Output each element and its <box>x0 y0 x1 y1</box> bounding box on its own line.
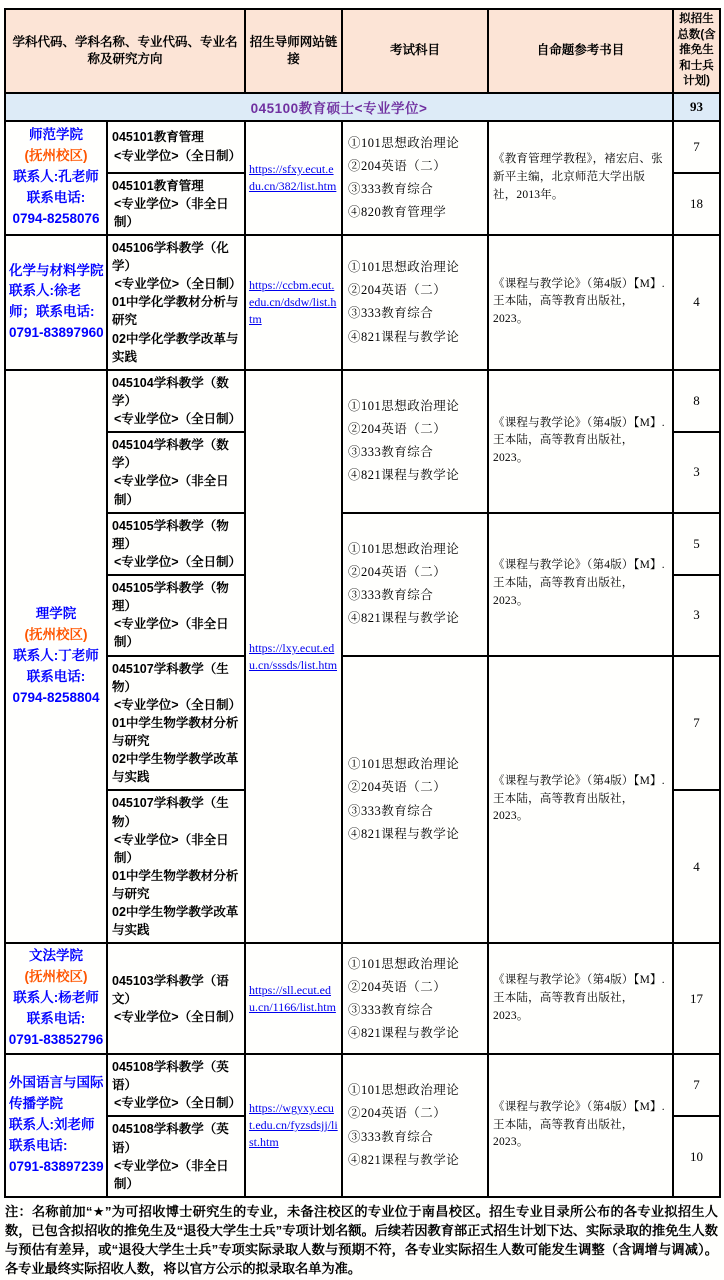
college-contact: 联系人:孔老师 <box>13 169 99 185</box>
college-phone-label: 联系电话: <box>26 669 86 685</box>
college-cell-wenfa <box>5 943 107 1054</box>
exam-subject: ②204英语（二） <box>348 979 447 994</box>
reference-books-cell: 《课程与教学论》（第4版）【M】.王本陆，高等教育出版社，2023。 <box>488 235 673 370</box>
supervisor-link-cell <box>245 121 342 235</box>
college-contact: 联系人:杨老师 <box>13 990 99 1006</box>
major-cell <box>107 121 245 173</box>
major-degree-type: <专业学位>（全日制） <box>114 412 242 427</box>
exam-subject: ④821课程与教学论 <box>348 1152 460 1167</box>
college-phone: 0791-83852796 <box>8 1032 104 1048</box>
enrollment-count: 7 <box>673 1054 720 1116</box>
supervisor-link[interactable]: https://sfxy.ecut.edu.cn/382/list.htm <box>249 161 337 193</box>
header-enrollment-total: 拟招生总数(含推免生和士兵计划) <box>673 9 720 93</box>
enrollment-count: 4 <box>673 790 720 943</box>
major-cell <box>107 513 245 575</box>
exam-subject: ③333教育综合 <box>348 445 434 460</box>
header-row <box>5 9 720 93</box>
college-phone: 0794-8258804 <box>12 690 100 706</box>
reference-books-cell: 《课程与教学论》（第4版）【M】.王本陆，高等教育出版社，2023。 <box>488 656 673 944</box>
table-row <box>5 121 720 173</box>
supervisor-link-cell <box>245 1054 342 1197</box>
major-cell <box>107 575 245 656</box>
supervisor-link[interactable]: https://lxy.ecut.edu.cn/sssds/list.htm <box>249 640 338 672</box>
college-contact: 联系人:丁老师 <box>13 648 99 664</box>
college-cell-lixue <box>5 370 107 944</box>
research-direction: 01中学生物学教材分析与研究 <box>112 715 239 749</box>
enrollment-count: 3 <box>673 575 720 656</box>
exam-subject: ②204英语（二） <box>348 780 447 795</box>
major-degree-type: <专业学位>（非全日制） <box>114 1158 229 1191</box>
exam-subjects-cell <box>342 235 488 370</box>
college-contact: 联系人:徐老师；联系电话: 0791-83897960 <box>9 283 104 341</box>
table-row <box>5 656 720 791</box>
exam-subjects-cell <box>342 370 488 513</box>
header-exam-subjects: 考试科目 <box>342 9 488 93</box>
college-name: 化学与材料学院 <box>9 262 104 278</box>
major-code-name: 045101教育管理 <box>112 178 204 193</box>
exam-subject: ①101思想政治理论 <box>348 399 460 414</box>
enrollment-count: 10 <box>673 1116 720 1197</box>
college-campus: (抚州校区) <box>24 627 88 643</box>
major-cell <box>107 943 245 1054</box>
major-degree-type: <专业学位>（全日制） <box>114 148 242 163</box>
major-code-name: 045107学科教学（生物） <box>112 661 229 694</box>
major-code-name: 045106学科教学（化学） <box>112 240 229 274</box>
exam-subject: ②204英语（二） <box>348 422 447 437</box>
research-direction: 02中学生物学教学改革与实践 <box>112 752 239 785</box>
header-subject: 学科代码、学科名称、专业代码、专业名称及研究方向 <box>5 9 245 93</box>
exam-subject: ①101思想政治理论 <box>348 1083 460 1098</box>
supervisor-link-cell <box>245 370 342 944</box>
reference-books-cell: 《课程与教学论》（第4版）【M】.王本陆，高等教育出版社，2023。 <box>488 513 673 656</box>
exam-subject: ③333教育综合 <box>348 588 434 603</box>
table-row <box>5 943 720 1054</box>
major-degree-type: <专业学位>（全日制） <box>114 554 242 569</box>
exam-subject: ①101思想政治理论 <box>348 956 460 971</box>
category-row <box>5 93 720 121</box>
supervisor-link-cell <box>245 235 342 370</box>
college-phone: 0791-83897239 <box>9 1158 104 1174</box>
exam-subject: ①101思想政治理论 <box>348 541 460 556</box>
exam-subject: ②204英语（二） <box>348 565 447 580</box>
college-phone-label: 联系电话: <box>9 1137 68 1153</box>
exam-subjects-cell <box>342 513 488 656</box>
enrollment-count: 17 <box>673 943 720 1054</box>
major-code-name: 045104学科教学（数学） <box>112 438 229 471</box>
major-degree-type: <专业学位>（全日制） <box>114 1096 242 1111</box>
major-cell <box>107 173 245 235</box>
enrollment-count: 18 <box>673 173 720 235</box>
major-cell <box>107 790 245 943</box>
research-direction: 02中学化学教学改革与实践 <box>112 331 239 364</box>
college-phone: 0794-8258076 <box>12 211 100 227</box>
enrollment-count: 8 <box>673 370 720 432</box>
major-code-name: 045108学科教学（英语） <box>112 1060 229 1093</box>
exam-subjects-cell <box>342 656 488 944</box>
exam-subject: ④821课程与教学论 <box>348 611 460 626</box>
reference-books-cell: 《教育管理学教程》，褚宏启、张新平主编，北京师范大学出版社，2013年。 <box>488 121 673 235</box>
research-direction: 02中学生物学教学改革与实践 <box>112 905 239 938</box>
table-row <box>5 1054 720 1116</box>
college-name: 师范学院 <box>29 127 83 143</box>
exam-subjects-cell <box>342 1054 488 1197</box>
college-campus: (抚州校区) <box>24 148 88 164</box>
enrollment-count: 4 <box>673 235 720 370</box>
exam-subject: ③333教育综合 <box>348 1129 434 1144</box>
major-code-name: 045105学科教学（物理） <box>112 518 229 551</box>
major-code-name: 045105学科教学（物理） <box>112 581 229 614</box>
college-name: 外国语言与国际传播学院 <box>9 1075 104 1112</box>
header-reference-books: 自命题参考书目 <box>488 9 673 93</box>
enrollment-count: 7 <box>673 121 720 173</box>
reference-books-cell: 《课程与教学论》（第4版）【M】.王本陆，高等教育出版社，2023。 <box>488 943 673 1054</box>
exam-subject: ④821课程与教学论 <box>348 329 460 344</box>
research-direction: 01中学化学教材分析与研究 <box>112 295 239 328</box>
major-cell <box>107 235 245 370</box>
major-code-name: 045101教育管理 <box>112 130 204 145</box>
enrollment-count: 3 <box>673 432 720 513</box>
college-contact: 联系人:刘老师 <box>9 1117 95 1133</box>
college-phone-label: 联系电话: <box>26 1011 86 1027</box>
exam-subject: ④821课程与教学论 <box>348 826 460 841</box>
college-cell-shifan <box>5 121 107 235</box>
major-code-name: 045108学科教学（英语） <box>112 1122 229 1155</box>
major-cell <box>107 1116 245 1197</box>
major-code-name: 045104学科教学（数学） <box>112 375 229 408</box>
exam-subject: ①101思想政治理论 <box>348 135 460 150</box>
college-name: 理学院 <box>35 606 77 622</box>
table-row <box>5 513 720 575</box>
major-cell <box>107 656 245 791</box>
major-degree-type: <专业学位>（全日制） <box>114 697 242 712</box>
major-code-name: 045107学科教学（生物） <box>112 796 229 829</box>
major-degree-type: <专业学位>（全日制） <box>114 277 242 292</box>
exam-subject: ④821课程与教学论 <box>348 1025 460 1040</box>
exam-subject: ②204英语（二） <box>348 1106 447 1121</box>
supervisor-link[interactable]: https://sll.ecut.edu.cn/1166/list.htm <box>249 982 336 1014</box>
enrollment-count: 5 <box>673 513 720 575</box>
major-degree-type: <专业学位>（非全日制） <box>114 617 229 650</box>
enrollment-count: 7 <box>673 656 720 791</box>
exam-subjects-cell <box>342 121 488 235</box>
footnote: 注：名称前加“★”为可招收博士研究生的专业，未备注校区的专业位于南昌校区。招生专业目录所公布的各专业拟招生人数，已包含拟招收的推免生及“退役大学生士兵”专项计划名额。后续若因教育部正式招生计划下达、实际录取的推免生人数与预估有差异，或“退役大学生士兵”专项实际录取人数与预期不符，各专业实际招生人数可能发生调整（含调增与调减）。各专业最终实际招收人数，将以官方公示的拟录取名单为准。 <box>5 1203 718 1276</box>
exam-subject: ③333教育综合 <box>348 181 434 196</box>
reference-books-cell: 《课程与教学论》（第4版）【M】.王本陆，高等教育出版社，2023。 <box>488 370 673 513</box>
major-cell <box>107 432 245 513</box>
supervisor-link[interactable]: https://ccbm.ecut.edu.cn/dsdw/list.htm <box>249 278 337 326</box>
major-code-name: 045103学科教学（语文） <box>112 973 229 1006</box>
college-cell-waiyu <box>5 1054 107 1197</box>
college-name: 文法学院 <box>29 948 83 964</box>
category-title: 045100教育硕士<专业学位> <box>5 93 673 121</box>
exam-subject: ①101思想政治理论 <box>348 757 460 772</box>
exam-subject: ③333教育综合 <box>348 803 434 818</box>
major-degree-type: <专业学位>（非全日制） <box>114 196 229 229</box>
exam-subject: ①101思想政治理论 <box>348 260 460 275</box>
college-campus: (抚州校区) <box>24 969 88 985</box>
college-cell-huaxue <box>5 235 107 370</box>
college-phone-label: 联系电话: <box>26 190 86 206</box>
major-cell <box>107 1054 245 1116</box>
exam-subject: ④820教育管理学 <box>348 204 447 219</box>
major-cell <box>107 370 245 432</box>
supervisor-link-cell <box>245 943 342 1054</box>
exam-subject: ④821课程与教学论 <box>348 468 460 483</box>
category-total-count: 93 <box>673 93 720 121</box>
exam-subject: ②204英语（二） <box>348 283 447 298</box>
major-degree-type: <专业学位>（全日制） <box>114 1009 242 1024</box>
table-row <box>5 370 720 432</box>
research-direction: 01中学生物学教材分析与研究 <box>112 868 239 902</box>
reference-books-cell: 《课程与教学论》（第4版）【M】.王本陆，高等教育出版社，2023。 <box>488 1054 673 1197</box>
exam-subject: ③333教育综合 <box>348 306 434 321</box>
exam-subject: ②204英语（二） <box>348 158 447 173</box>
exam-subjects-cell <box>342 943 488 1054</box>
major-degree-type: <专业学位>（非全日制） <box>114 474 229 507</box>
exam-subject: ③333教育综合 <box>348 1002 434 1017</box>
major-degree-type: <专业学位>（非全日制） <box>114 832 229 865</box>
admissions-catalog-table <box>4 8 721 1198</box>
header-supervisor-link: 招生导师网站链接 <box>245 9 342 93</box>
table-row <box>5 235 720 370</box>
supervisor-link[interactable]: https://wgyxy.ecut.edu.cn/fyzsdsjj/list.htm <box>249 1101 338 1149</box>
